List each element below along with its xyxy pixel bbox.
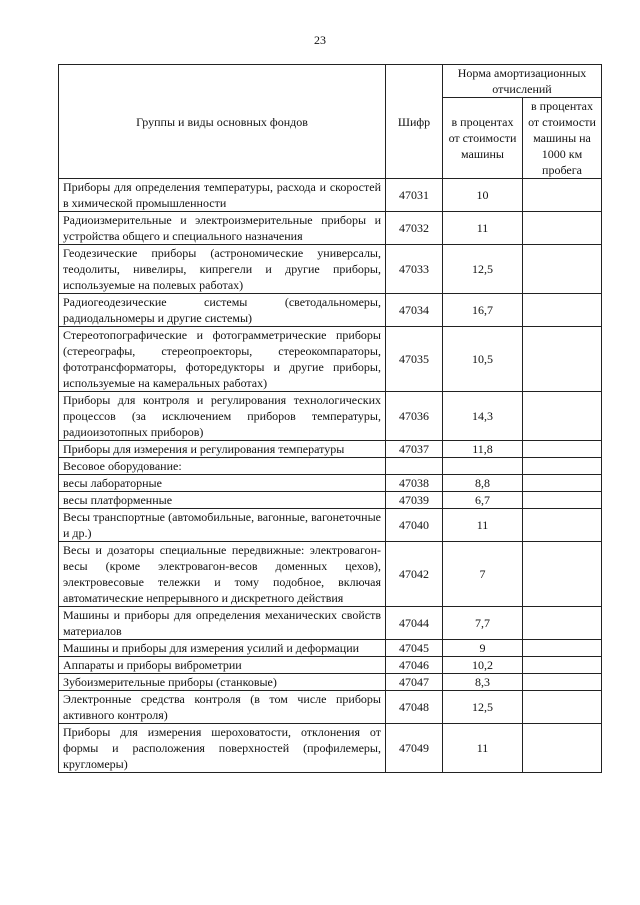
row-pct-km	[523, 607, 602, 640]
table-row	[59, 245, 602, 294]
table-row	[59, 392, 602, 441]
row-pct-km	[523, 674, 602, 691]
header-norm: Норма амортизационных отчислений	[443, 65, 602, 98]
row-name: Зубоизмерительные приборы (станковые)	[59, 674, 386, 691]
table-row	[59, 542, 602, 607]
row-code: 47039	[386, 492, 443, 509]
row-pct	[443, 458, 523, 475]
row-pct: 8,3	[443, 674, 523, 691]
row-code: 47048	[386, 691, 443, 724]
table-row	[59, 724, 602, 773]
row-pct: 7,7	[443, 607, 523, 640]
row-pct: 10,5	[443, 327, 523, 392]
row-name: Машины и приборы для измерения усилий и деформации	[59, 640, 386, 657]
row-pct: 10,2	[443, 657, 523, 674]
row-code: 47044	[386, 607, 443, 640]
row-pct-km	[523, 441, 602, 458]
row-name: весы лабораторные	[59, 475, 386, 492]
row-pct: 11	[443, 724, 523, 773]
row-name: Стереотопографические и фотограмметрические приборы (стереографы, стереопроекторы, стереокомпараторы, фототрансформаторы, фоторедукторы и другие приборы, используемые на камеральных работах)	[59, 327, 386, 392]
row-code: 47047	[386, 674, 443, 691]
header-group: Группы и виды основных фондов	[59, 65, 386, 179]
row-pct-km	[523, 458, 602, 475]
row-code: 47038	[386, 475, 443, 492]
table-row	[59, 441, 602, 458]
row-pct-km	[523, 657, 602, 674]
row-pct: 12,5	[443, 691, 523, 724]
table-row	[59, 674, 602, 691]
row-code: 47046	[386, 657, 443, 674]
row-pct-km	[523, 492, 602, 509]
row-pct: 16,7	[443, 294, 523, 327]
amortization-table	[58, 64, 602, 773]
row-name: весы платформенные	[59, 492, 386, 509]
row-name: Геодезические приборы (астрономические универсалы, теодолиты, нивелиры, кипрегели и другие приборы, используемые на полевых работах)	[59, 245, 386, 294]
table-header	[59, 65, 602, 179]
row-pct-km	[523, 392, 602, 441]
row-code: 47045	[386, 640, 443, 657]
table-row	[59, 212, 602, 245]
table-row	[59, 458, 602, 475]
header-pct-cost: в процентах от стоимости машины	[443, 98, 523, 179]
row-pct-km	[523, 212, 602, 245]
table-row	[59, 640, 602, 657]
row-code: 47035	[386, 327, 443, 392]
row-name: Машины и приборы для определения механических свойств материалов	[59, 607, 386, 640]
row-name: Приборы для контроля и регулирования технологических процессов (за исключением приборов температуры, радиоизотопных приборов)	[59, 392, 386, 441]
row-pct-km	[523, 542, 602, 607]
row-pct: 11,8	[443, 441, 523, 458]
row-code: 47036	[386, 392, 443, 441]
row-code: 47042	[386, 542, 443, 607]
table-row	[59, 657, 602, 674]
table-body	[59, 179, 602, 773]
row-code: 47033	[386, 245, 443, 294]
row-pct-km	[523, 245, 602, 294]
row-pct-km	[523, 294, 602, 327]
row-name: Приборы для измерения шероховатости, отклонения от формы и расположения поверхностей (профилемеры, кругломеры)	[59, 724, 386, 773]
row-pct: 9	[443, 640, 523, 657]
table-row	[59, 607, 602, 640]
row-code: 47049	[386, 724, 443, 773]
header-pct-per-1000km: в процентах от стоимости машины на 1000 км пробега	[523, 98, 602, 179]
row-pct: 12,5	[443, 245, 523, 294]
row-name: Весовое оборудование:	[59, 458, 386, 475]
row-code: 47031	[386, 179, 443, 212]
row-pct-km	[523, 640, 602, 657]
page-number: 23	[314, 33, 326, 47]
row-pct-km	[523, 179, 602, 212]
table-row	[59, 179, 602, 212]
row-code: 47037	[386, 441, 443, 458]
row-pct: 14,3	[443, 392, 523, 441]
row-name: Радиоизмерительные и электроизмерительные приборы и устройства общего и специального назначения	[59, 212, 386, 245]
row-code: 47032	[386, 212, 443, 245]
row-name: Приборы для измерения и регулирования температуры	[59, 441, 386, 458]
table-row	[59, 327, 602, 392]
row-pct: 6,7	[443, 492, 523, 509]
row-pct: 8,8	[443, 475, 523, 492]
row-name: Аппараты и приборы виброметрии	[59, 657, 386, 674]
table-row	[59, 492, 602, 509]
row-code: 47040	[386, 509, 443, 542]
row-code: 47034	[386, 294, 443, 327]
row-pct: 11	[443, 212, 523, 245]
row-pct: 11	[443, 509, 523, 542]
row-name: Электронные средства контроля (в том числе приборы активного контроля)	[59, 691, 386, 724]
row-pct-km	[523, 327, 602, 392]
row-pct-km	[523, 509, 602, 542]
table-row	[59, 475, 602, 492]
row-pct: 7	[443, 542, 523, 607]
table-row	[59, 691, 602, 724]
row-name: Радиогеодезические системы (светодальномеры, радиодальномеры и другие системы)	[59, 294, 386, 327]
table-row	[59, 294, 602, 327]
row-pct-km	[523, 475, 602, 492]
row-pct-km	[523, 691, 602, 724]
row-name: Весы и дозаторы специальные передвижные: электровагон-весы (кроме электровагон-весов доменных цехов), электровесовые тележки и тому подобное, включая автоматические непрерывного и дискретного действия	[59, 542, 386, 607]
table-row	[59, 509, 602, 542]
row-pct: 10	[443, 179, 523, 212]
row-name: Весы транспортные (автомобильные, вагонные, вагонеточные и др.)	[59, 509, 386, 542]
header-code: Шифр	[386, 65, 443, 179]
row-code	[386, 458, 443, 475]
row-name: Приборы для определения температуры, расхода и скоростей в химической промышленности	[59, 179, 386, 212]
row-pct-km	[523, 724, 602, 773]
